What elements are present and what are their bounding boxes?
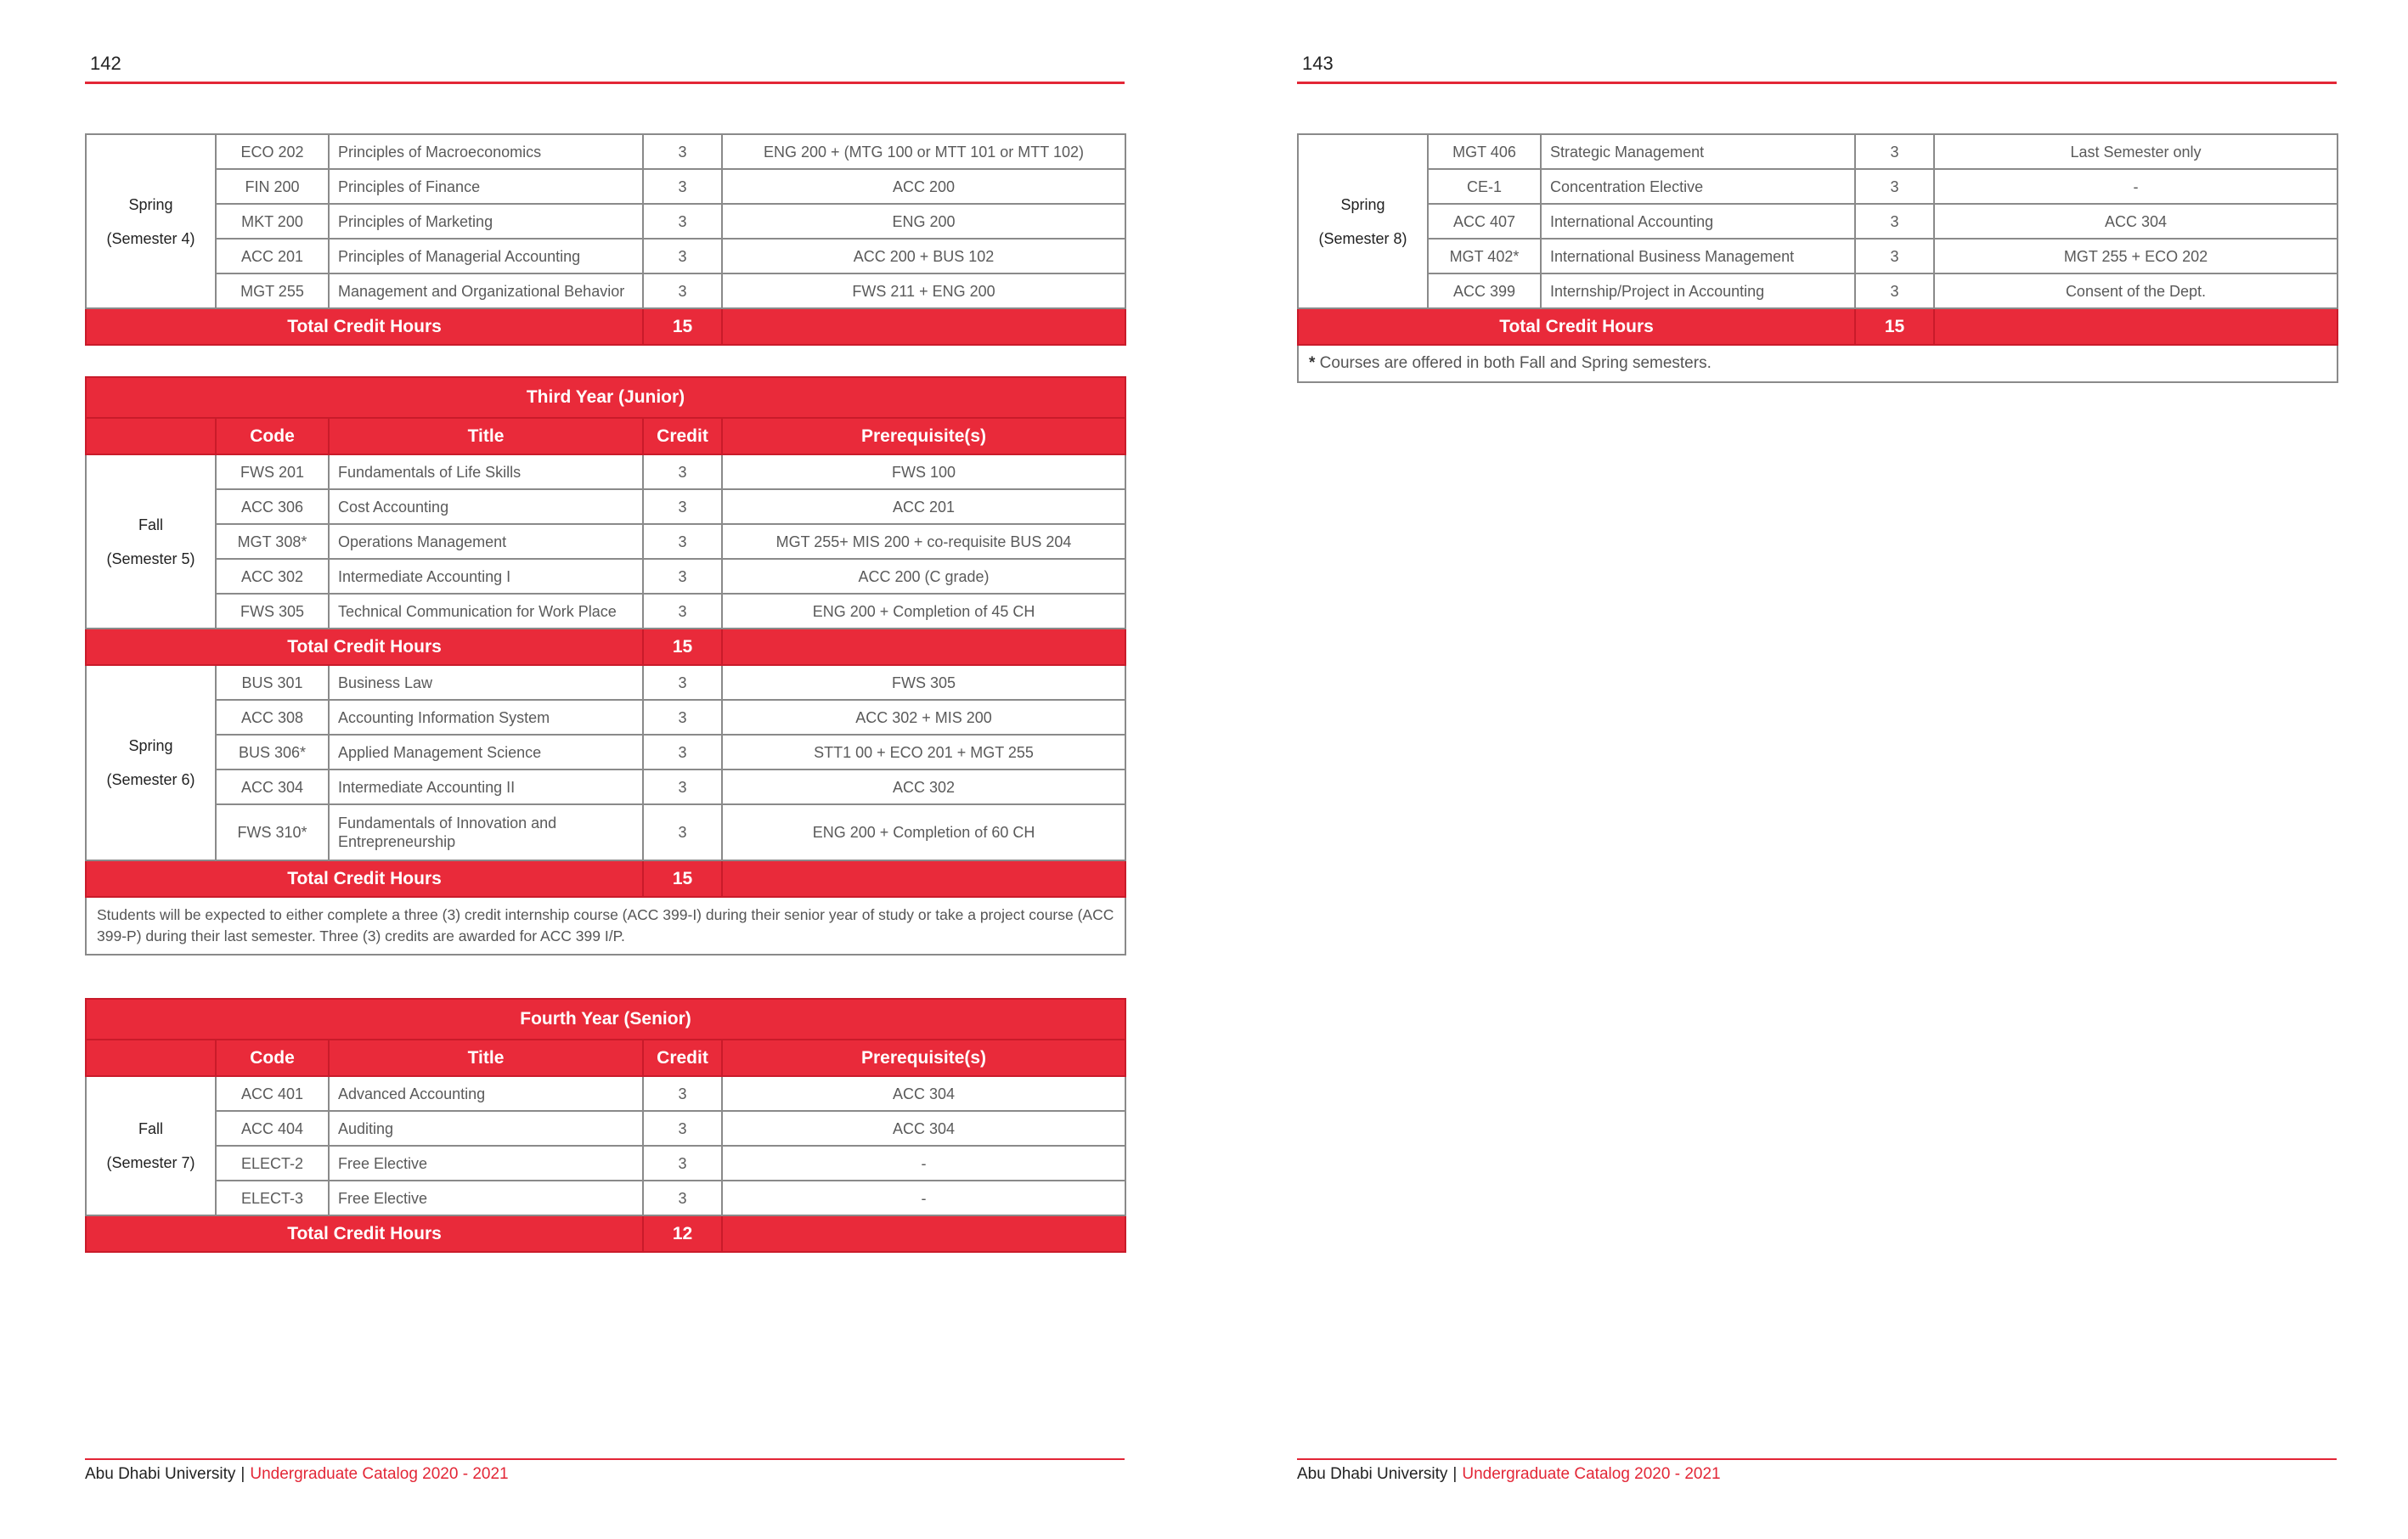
semester-number: (Semester 8) <box>1318 229 1407 247</box>
course-prereq: STT1 00 + ECO 201 + MGT 255 <box>722 735 1125 770</box>
course-code: ACC 399 <box>1428 273 1541 308</box>
total-blank <box>722 308 1125 345</box>
total-row <box>86 629 1125 665</box>
year-heading-row <box>86 377 1125 418</box>
table-row <box>86 1146 1125 1181</box>
table-row <box>86 665 1125 700</box>
year4-spring-table <box>1297 133 2338 383</box>
table-row <box>1298 204 2338 239</box>
footer <box>1297 1465 1721 1484</box>
footer-separator: | <box>240 1465 245 1483</box>
course-prereq: FWS 305 <box>722 665 1125 700</box>
column-prereq: Prerequisite(s) <box>722 418 1125 454</box>
semester-number: (Semester 5) <box>106 550 195 567</box>
course-credit: 3 <box>643 594 722 629</box>
column-credit: Credit <box>643 1040 722 1076</box>
table-row <box>86 735 1125 770</box>
note-row <box>86 897 1125 955</box>
course-prereq: ACC 304 <box>1934 204 2338 239</box>
course-prereq: ENG 200 + Completion of 45 CH <box>722 594 1125 629</box>
table-row <box>1298 169 2338 204</box>
course-code: ACC 201 <box>216 239 329 273</box>
total-value: 15 <box>643 860 722 897</box>
course-credit: 3 <box>643 735 722 770</box>
course-title: Strategic Management <box>1541 134 1855 169</box>
year2-spring-table <box>85 133 1126 346</box>
third-year-table <box>85 376 1126 956</box>
footer-rule <box>85 1458 1125 1460</box>
course-code: MGT 402* <box>1428 239 1541 273</box>
table-row <box>86 559 1125 594</box>
course-credit: 3 <box>643 169 722 204</box>
course-code: MGT 255 <box>216 273 329 308</box>
table-row <box>86 239 1125 273</box>
course-title: Fundamentals of Innovation and Entrepreneurship <box>329 804 643 860</box>
column-blank <box>86 1040 216 1076</box>
course-prereq: - <box>1934 169 2338 204</box>
page-number: 142 <box>90 53 121 74</box>
course-title: Technical Communication for Work Place <box>329 594 643 629</box>
course-code: ACC 407 <box>1428 204 1541 239</box>
total-value: 15 <box>643 629 722 665</box>
year-heading: Fourth Year (Senior) <box>86 999 1125 1040</box>
course-title: Principles of Macroeconomics <box>329 134 643 169</box>
course-prereq: ACC 302 + MIS 200 <box>722 700 1125 735</box>
course-title: Operations Management <box>329 524 643 559</box>
course-prereq: Consent of the Dept. <box>1934 273 2338 308</box>
course-credit: 3 <box>1855 169 1934 204</box>
table-row <box>1298 239 2338 273</box>
column-code: Code <box>216 1040 329 1076</box>
footer-rule <box>1297 1458 2337 1460</box>
table-row <box>86 273 1125 308</box>
course-code: ACC 306 <box>216 489 329 524</box>
course-code: ACC 308 <box>216 700 329 735</box>
course-credit: 3 <box>1855 134 1934 169</box>
note-asterisk: * <box>1309 354 1316 372</box>
course-code: ELECT-3 <box>216 1181 329 1215</box>
table-row <box>86 524 1125 559</box>
course-title: Intermediate Accounting I <box>329 559 643 594</box>
course-prereq: ACC 304 <box>722 1111 1125 1146</box>
total-row <box>1298 308 2338 345</box>
footer-catalog: Undergraduate Catalog 2020 - 2021 <box>250 1465 509 1483</box>
semester-name: Spring <box>128 195 173 213</box>
course-prereq: ACC 302 <box>722 770 1125 804</box>
course-credit: 3 <box>1855 204 1934 239</box>
course-title: Business Law <box>329 665 643 700</box>
total-label: Total Credit Hours <box>86 308 643 345</box>
footer-university: Abu Dhabi University <box>1297 1465 1448 1483</box>
semester-name: Fall <box>138 516 163 533</box>
note-row <box>1298 345 2338 382</box>
semester-cell <box>86 665 216 860</box>
course-title: Concentration Elective <box>1541 169 1855 204</box>
course-credit: 3 <box>643 489 722 524</box>
course-prereq: FWS 211 + ENG 200 <box>722 273 1125 308</box>
course-credit: 3 <box>643 700 722 735</box>
header-rule <box>1297 82 2337 84</box>
year-heading: Third Year (Junior) <box>86 377 1125 418</box>
course-code: MGT 308* <box>216 524 329 559</box>
course-code: MKT 200 <box>216 204 329 239</box>
course-prereq: ENG 200 + Completion of 60 CH <box>722 804 1125 860</box>
total-label: Total Credit Hours <box>86 629 643 665</box>
course-code: FIN 200 <box>216 169 329 204</box>
course-credit: 3 <box>1855 239 1934 273</box>
course-title: Cost Accounting <box>329 489 643 524</box>
column-credit: Credit <box>643 418 722 454</box>
course-title: Management and Organizational Behavior <box>329 273 643 308</box>
course-code: ACC 302 <box>216 559 329 594</box>
left-page <box>85 0 1125 1539</box>
offering-note <box>1298 345 2338 382</box>
course-title: Internship/Project in Accounting <box>1541 273 1855 308</box>
course-credit: 3 <box>643 454 722 489</box>
table-row <box>86 1076 1125 1111</box>
course-title: Fundamentals of Life Skills <box>329 454 643 489</box>
table-row <box>86 770 1125 804</box>
course-code: BUS 301 <box>216 665 329 700</box>
table-row <box>86 700 1125 735</box>
total-label: Total Credit Hours <box>86 1215 643 1252</box>
column-code: Code <box>216 418 329 454</box>
total-value: 15 <box>1855 308 1934 345</box>
semester-number: (Semester 7) <box>106 1154 195 1171</box>
course-code: ECO 202 <box>216 134 329 169</box>
course-code: MGT 406 <box>1428 134 1541 169</box>
table-row <box>86 204 1125 239</box>
course-title: Applied Management Science <box>329 735 643 770</box>
course-title: International Accounting <box>1541 204 1855 239</box>
table-row <box>86 594 1125 629</box>
course-title: Advanced Accounting <box>329 1076 643 1111</box>
course-title: Auditing <box>329 1111 643 1146</box>
course-credit: 3 <box>643 665 722 700</box>
total-blank <box>722 860 1125 897</box>
course-title: International Business Management <box>1541 239 1855 273</box>
right-page <box>1297 0 2337 1539</box>
total-blank <box>722 1215 1125 1252</box>
page-number: 143 <box>1302 53 1334 74</box>
table-row <box>1298 134 2338 169</box>
table-row <box>86 169 1125 204</box>
header-rule <box>85 82 1125 84</box>
semester-name: Spring <box>1340 195 1385 213</box>
semester-name: Fall <box>138 1120 163 1137</box>
course-credit: 3 <box>643 273 722 308</box>
column-header-row <box>86 418 1125 454</box>
course-credit: 3 <box>643 804 722 860</box>
semester-name: Spring <box>128 737 173 754</box>
table-row <box>86 1111 1125 1146</box>
course-prereq: ACC 201 <box>722 489 1125 524</box>
total-row <box>86 308 1125 345</box>
total-row <box>86 860 1125 897</box>
course-title: Accounting Information System <box>329 700 643 735</box>
table-row <box>86 1181 1125 1215</box>
total-value: 12 <box>643 1215 722 1252</box>
course-credit: 3 <box>643 770 722 804</box>
column-header-row <box>86 1040 1125 1076</box>
note-text: Courses are offered in both Fall and Spring semesters. <box>1315 354 1712 372</box>
course-credit: 3 <box>643 559 722 594</box>
semester-number: (Semester 6) <box>106 771 195 788</box>
year-heading-row <box>86 999 1125 1040</box>
column-prereq: Prerequisite(s) <box>722 1040 1125 1076</box>
course-prereq: ACC 200 (C grade) <box>722 559 1125 594</box>
course-credit: 3 <box>643 1146 722 1181</box>
course-title: Intermediate Accounting II <box>329 770 643 804</box>
course-prereq: ENG 200 + (MTG 100 or MTT 101 or MTT 102) <box>722 134 1125 169</box>
course-title: Free Elective <box>329 1181 643 1215</box>
course-credit: 3 <box>643 239 722 273</box>
table-row <box>86 804 1125 860</box>
course-title: Free Elective <box>329 1146 643 1181</box>
course-code: ACC 304 <box>216 770 329 804</box>
semester-cell <box>86 454 216 629</box>
course-credit: 3 <box>643 524 722 559</box>
semester-number: (Semester 4) <box>106 229 195 247</box>
course-prereq: ACC 200 + BUS 102 <box>722 239 1125 273</box>
column-title: Title <box>329 418 643 454</box>
footer-separator: | <box>1452 1465 1458 1483</box>
course-prereq: FWS 100 <box>722 454 1125 489</box>
course-credit: 3 <box>643 1111 722 1146</box>
table-row <box>86 489 1125 524</box>
course-code: ACC 404 <box>216 1111 329 1146</box>
course-prereq: MGT 255 + ECO 202 <box>1934 239 2338 273</box>
course-credit: 3 <box>643 1181 722 1215</box>
course-title: Principles of Finance <box>329 169 643 204</box>
column-blank <box>86 418 216 454</box>
course-code: BUS 306* <box>216 735 329 770</box>
total-label: Total Credit Hours <box>86 860 643 897</box>
course-code: FWS 201 <box>216 454 329 489</box>
course-code: FWS 305 <box>216 594 329 629</box>
course-credit: 3 <box>643 1076 722 1111</box>
table-row <box>86 454 1125 489</box>
course-title: Principles of Managerial Accounting <box>329 239 643 273</box>
footer-catalog: Undergraduate Catalog 2020 - 2021 <box>1462 1465 1721 1483</box>
course-prereq: ENG 200 <box>722 204 1125 239</box>
course-prereq: MGT 255+ MIS 200 + co-requisite BUS 204 <box>722 524 1125 559</box>
total-value: 15 <box>643 308 722 345</box>
total-row <box>86 1215 1125 1252</box>
semester-cell <box>86 134 216 308</box>
course-code: CE-1 <box>1428 169 1541 204</box>
total-label: Total Credit Hours <box>1298 308 1855 345</box>
fourth-year-table <box>85 998 1126 1253</box>
total-blank <box>1934 308 2338 345</box>
internship-note: Students will be expected to either complete a three (3) credit internship course (ACC 399-I) during their senior year of study or take a project course (ACC 399-P) during their last semester. Three (3) credits are awarded for ACC 399 I/P. <box>86 897 1125 955</box>
course-prereq: - <box>722 1181 1125 1215</box>
footer-university: Abu Dhabi University <box>85 1465 236 1483</box>
course-credit: 3 <box>1855 273 1934 308</box>
column-title: Title <box>329 1040 643 1076</box>
course-code: FWS 310* <box>216 804 329 860</box>
footer <box>85 1465 509 1484</box>
course-prereq: ACC 304 <box>722 1076 1125 1111</box>
course-prereq: Last Semester only <box>1934 134 2338 169</box>
course-credit: 3 <box>643 204 722 239</box>
course-prereq: ACC 200 <box>722 169 1125 204</box>
semester-cell <box>86 1076 216 1215</box>
course-credit: 3 <box>643 134 722 169</box>
course-title: Principles of Marketing <box>329 204 643 239</box>
course-prereq: - <box>722 1146 1125 1181</box>
course-code: ACC 401 <box>216 1076 329 1111</box>
semester-cell <box>1298 134 1428 308</box>
total-blank <box>722 629 1125 665</box>
course-code: ELECT-2 <box>216 1146 329 1181</box>
table-row <box>1298 273 2338 308</box>
table-row <box>86 134 1125 169</box>
